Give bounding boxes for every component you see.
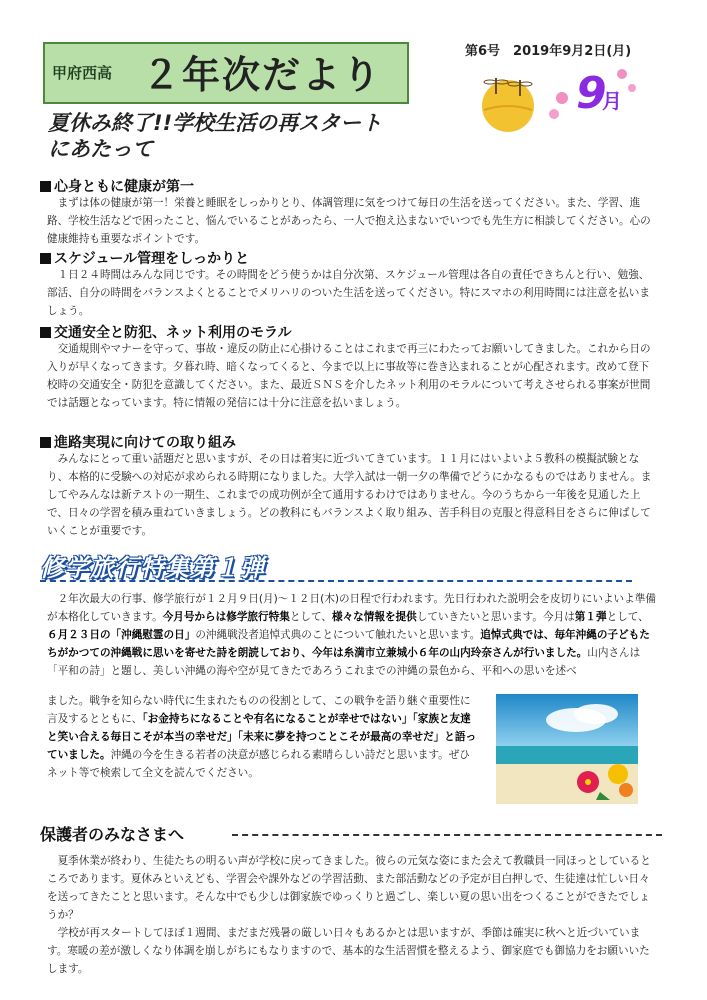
- lead-headline: [48, 110, 468, 162]
- month-number: 9: [576, 68, 607, 119]
- guardians-heading: 保護者のみなさまへ: [40, 825, 185, 844]
- trip-divider: [40, 580, 632, 582]
- trip-paragraph-1: ２年次最大の行事、修学旅行が１２月９日(月)～１２日(木)の日程で行われます。先日行われた説明会を皮切りにいよいよ準備が本格化していきます。今月号からは修学旅行特集として、様々な情報を提供していきたいと思います。今月は第１弾として、６月２３日の「沖縄慰霊の日」の沖縄戦没者追悼式典のことについて触れたいと思います。追悼式典では、毎年沖縄の子どもたちがかつての沖縄戦に思いを寄せた詩を朗読しており、今年は糸満市立兼城小６年の山内玲奈さんが行いました。山内さんは「平和の詩」と題し、美しい沖縄の海や空が見てきたであろうこれまでの沖縄の景色から、平和への思いを述べ: [47, 593, 656, 677]
- trip-paragraph-2: ました。戦争を知らない時代に生まれたものの役割として、この戦争を語り継ぐ重要性に言及するとともに、「お金持ちになることや有名になることが幸せではない」「家族と友達と笑い合える毎日こそが本当の幸せだ」「未来に夢を持つことこそが最高の幸せだ」と語っていました。沖縄の今を生きる若者の決意が感じられる素晴らしい詩だと思います。ぜひネット等で検索して全文を読んでください。: [47, 695, 477, 779]
- svg-text:月: 月: [602, 89, 622, 113]
- trip-feature-title: 修学旅行特集第１弾: [40, 554, 265, 582]
- section-heading-career: 進路実現に向けての取り組み: [40, 432, 236, 452]
- section-text-safety: 交通規則やマナーを守って、事故・違反の防止に心掛けることはこれまで再三にわたってお願いしてきました。これから日の入りが早くなってきます。夕暮れ時、暗くなってくると、今まで以上に事故等に巻き込まれることが心配されます。改めて登下校時の交通安全・防犯を意識してください。また、最近ＳＮＳを介したネット利用のモラルについて考えさせられる事案が世間では話題となっています。特に情報の発信には十分に注意を払いましょう。: [47, 343, 651, 409]
- okinawa-sea-flowers-image: [496, 694, 638, 804]
- guardians-paragraph-2: 学校が再スタートしてほぼ１週間、まだまだ残暑の厳しい日々もあるかとは思いますが、季節は確実に秋へと近づいています。寒暖の差が激しくなり体調を崩しがちにもなりますので、基本的な生活習慣を整えるよう、御家庭でも御協力をお願いいたします。: [47, 927, 650, 975]
- issue-info: 第6号 2019年9月2日(月): [465, 44, 632, 59]
- section-heading-health: 心身ともに健康が第一: [40, 176, 194, 196]
- section-text-schedule: １日２４時間はみんな同じです。その時間をどう使うかは自分次第、スケジュール管理は各自の責任できちんと行い、勉強、部活、自分の時間をバランスよくとることでメリハリのついた生活を送ってください。特にスマホの利用時間には注意を払いましょう。: [47, 269, 650, 317]
- section-heading-schedule: スケジュール管理をしっかりと: [40, 248, 249, 268]
- newsletter-title: ２年次だより: [142, 53, 383, 97]
- section-text-health: まずは体の健康が第一！栄養と睡眠をしっかりとり、体調管理に気をつけて毎日の生活を送ってください。また、学習、進路、学校生活などで困ったこと、悩んでいることがあったら、一人で抱え込まないでいつでも先生方に相談してください。心の健康維持も重要なポイントです。: [47, 197, 651, 245]
- section-heading-safety: 交通安全と防犯、ネット利用のモラル: [40, 322, 292, 342]
- month-graphic: [472, 58, 642, 134]
- section-text-career: みんなにとって重い話題だと思いますが、その日は着実に近づいてきています。１１月にはいよいよ５教科の模擬試験となり、本格的に受験への対応が求められる時期になりました。大学入試は一朝一夕の準備でどうにかなるものではありません。ましてやみんなは新テストの一期生、これまでの成功例が全て通用するわけではありません。今のうちから一年後を見通した上で、日々の学習を積み重ねていきましょう。どの教科にもバランスよく取り組み、苦手科目の克服と得意科目をさらに伸ばしていくことが重要です。: [47, 453, 652, 537]
- lead-headline-line-2: にあたって: [48, 137, 153, 161]
- guardians-divider: [232, 834, 662, 836]
- lead-headline-line-1: 夏休み終了!!学校生活の再スタート: [48, 111, 383, 135]
- school-name: 甲府西高: [52, 64, 113, 82]
- guardians-paragraph-1: 夏季休業が終わり、生徒たちの明るい声が学校に戻ってきました。彼らの元気な姿にまた会えて教職員一同ほっとしているところであります。夏休みといえども、学習会や課外などの学習活動、また部活動などの予定が目白押しで、生徒達は忙しい日々を送ってきたことと思います。そんな中でも少しは御家族でゆっくりと過ごし、楽しい夏の思い出をつくることができたでしょうか？: [47, 855, 651, 921]
